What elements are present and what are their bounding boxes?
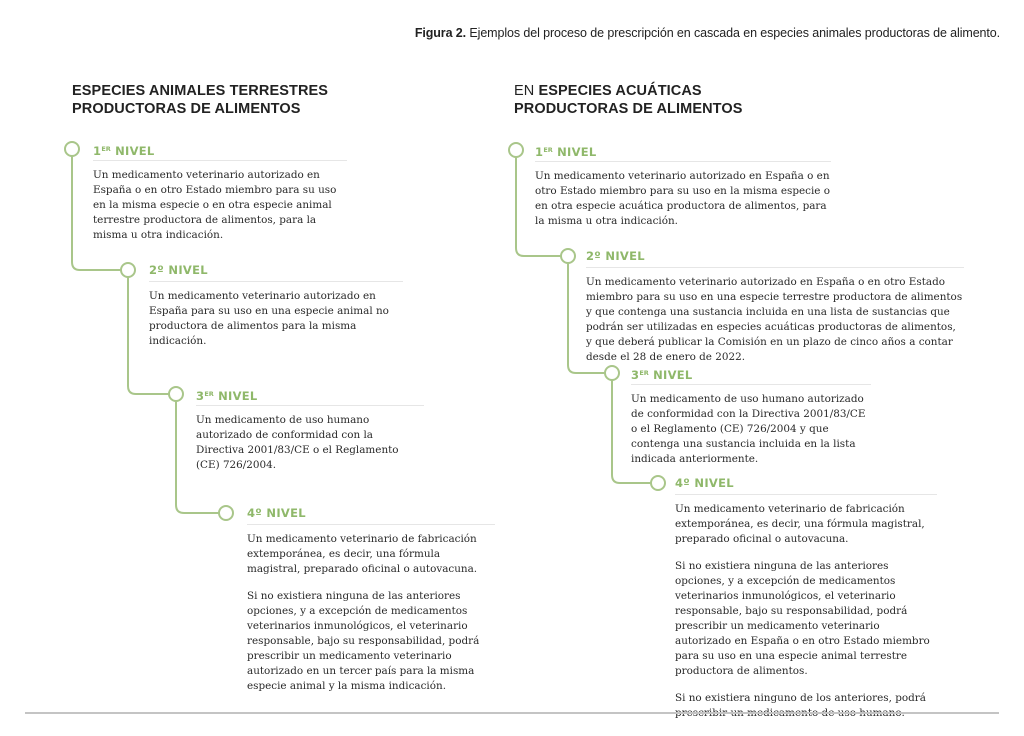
level-paragraph: Un medicamento veterinario autorizado en España o en otro Estado miembro para su uso en la misma especie o en otra especie acuática productora de alimentos, para la misma u otra indicación. <box>535 170 830 227</box>
level-label <box>675 475 937 491</box>
terrestrial-level-2-node-icon <box>121 263 135 277</box>
level-number: 2º <box>586 249 602 263</box>
level-label <box>93 141 347 157</box>
column-title-line1: ESPECIES ANIMALES TERRESTRES <box>72 83 329 99</box>
terrestrial-level-1 <box>93 141 347 243</box>
level-divider <box>675 494 937 495</box>
aquatic-level-3 <box>631 365 871 467</box>
level-divider <box>247 524 495 525</box>
level-word: NIVEL <box>552 145 597 159</box>
level-label <box>586 248 964 264</box>
level-word: NIVEL <box>110 144 155 158</box>
level-description <box>196 413 424 473</box>
level-paragraph: Un medicamento veterinario autorizado en España o en otro Estado miembro para su uso en una especie terrestre productora de alimentos y que contenga una sustancia incluida en una lista de sustancias que podrán ser utilizadas en especies acuáticas productoras de alimentos, y que deberá publicar la Comisión en un plazo de cinco años a contar desde el 28 de enero de 2022. <box>586 276 963 363</box>
level-label <box>247 505 495 521</box>
aquatic-level-2 <box>586 248 964 365</box>
level-word: NIVEL <box>164 263 208 277</box>
level-number: 3 <box>196 389 205 403</box>
level-ordinal: ER <box>543 146 553 154</box>
level-word: NIVEL <box>601 249 645 263</box>
level-description <box>586 275 964 365</box>
level-ordinal: ER <box>101 145 111 153</box>
column-title-line2: PRODUCTORAS DE ALIMENTOS <box>72 101 301 117</box>
level-ordinal: ER <box>639 369 649 377</box>
aquatic-level-4 <box>675 475 937 721</box>
level-paragraph: Si no existiera ninguna de las anteriores opciones, y a excepción de medicamentos veterinarios inmunológicos, el veterinario responsable, bajo su responsabilidad, podrá prescribir un medicamento veterinario autorizado en un tercer país para la misma especie animal y la misma indicación. <box>247 590 480 692</box>
level-divider <box>196 405 424 406</box>
column-title-line2: PRODUCTORAS DE ALIMENTOS <box>514 101 743 117</box>
level-description <box>675 502 937 721</box>
level-description <box>247 532 495 694</box>
level-divider <box>586 267 964 268</box>
bottom-divider <box>25 712 999 714</box>
level-label <box>631 365 871 381</box>
terrestrial-level-2 <box>149 262 403 349</box>
terrestrial-level-1-node-icon <box>65 142 79 156</box>
level-label <box>535 142 831 158</box>
level-paragraph: Un medicamento veterinario autorizado en España o en otro Estado miembro para su uso en la misma especie o en otra especie animal terrestre productora de alimentos, para la misma u otra indicación. <box>93 169 337 241</box>
level-paragraph: Un medicamento veterinario de fabricación extemporánea, es decir, una fórmula magistral, preparado oficinal o autovacuna. <box>675 503 925 545</box>
level-word: NIVEL <box>648 368 693 382</box>
level-description <box>149 289 403 349</box>
level-paragraph: Un medicamento veterinario autorizado en España para su uso en una especie animal no productora de alimentos para la misma indicación. <box>149 290 389 347</box>
level-number: 2º <box>149 263 165 277</box>
level-description <box>535 169 831 229</box>
column-title-main: ESPECIES ACUÁTICAS <box>538 83 702 99</box>
figure-caption-text: Ejemplos del proceso de prescripción en cascada en especies animales productoras de alimento. <box>466 26 1000 40</box>
level-divider <box>631 384 871 385</box>
level-number: 4º <box>247 506 263 520</box>
level-number: 3 <box>631 368 640 382</box>
level-number: 4º <box>675 476 691 490</box>
level-word: NIVEL <box>690 476 734 490</box>
aquatic-level-4-node-icon <box>651 476 665 490</box>
level-number: 1 <box>93 144 102 158</box>
level-paragraph: Si no existiera ninguna de las anteriores opciones, y a excepción de medicamentos veterinarios inmunológicos, el veterinario responsable, bajo su responsabilidad, podrá prescribir un medicamento veterinario autorizado en España o en otro Estado miembro para su uso en una especie animal terrestre productora de alimentos. <box>675 560 930 677</box>
level-label <box>149 262 403 278</box>
aquatic-level-3-node-icon <box>605 366 619 380</box>
level-divider <box>93 160 347 161</box>
level-ordinal: ER <box>204 390 214 398</box>
level-paragraph: Un medicamento de uso humano autorizado de conformidad con la Directiva 2001/83/CE o el Reglamento (CE) 726/2004. <box>196 414 399 471</box>
column-title-prefix: EN <box>514 83 539 99</box>
terrestrial-level-4-node-icon <box>219 506 233 520</box>
column-title-aquatic <box>514 82 743 118</box>
aquatic-level-2-node-icon <box>561 249 575 263</box>
terrestrial-level-4 <box>247 505 495 694</box>
level-paragraph: Si no existiera ninguno de los anteriores, podrá <box>675 692 926 704</box>
figure-label: Figura 2. <box>414 26 467 40</box>
level-divider <box>535 161 831 162</box>
level-label <box>196 386 424 402</box>
level-word: NIVEL <box>262 506 306 520</box>
level-word: NIVEL <box>213 389 258 403</box>
column-title-line1 <box>514 82 743 100</box>
aquatic-level-1 <box>535 142 831 229</box>
level-description <box>93 168 347 243</box>
level-paragraph: Un medicamento veterinario de fabricación extemporánea, es decir, una fórmula magistral, preparado oficinal o autovacuna. <box>247 533 478 575</box>
terrestrial-level-3 <box>196 386 424 473</box>
level-description <box>631 392 871 467</box>
aquatic-level-1-node-icon <box>509 143 523 157</box>
column-title-terrestrial <box>72 82 328 118</box>
level-number: 1 <box>535 145 544 159</box>
level-paragraph: Un medicamento de uso humano autorizado de conformidad con la Directiva 2001/83/CE o el Reglamento (CE) 726/2004 y que contenga una sustancia incluida en la lista indicada anteriormente. <box>631 393 866 465</box>
terrestrial-level-3-node-icon <box>169 387 183 401</box>
level-divider <box>149 281 403 282</box>
